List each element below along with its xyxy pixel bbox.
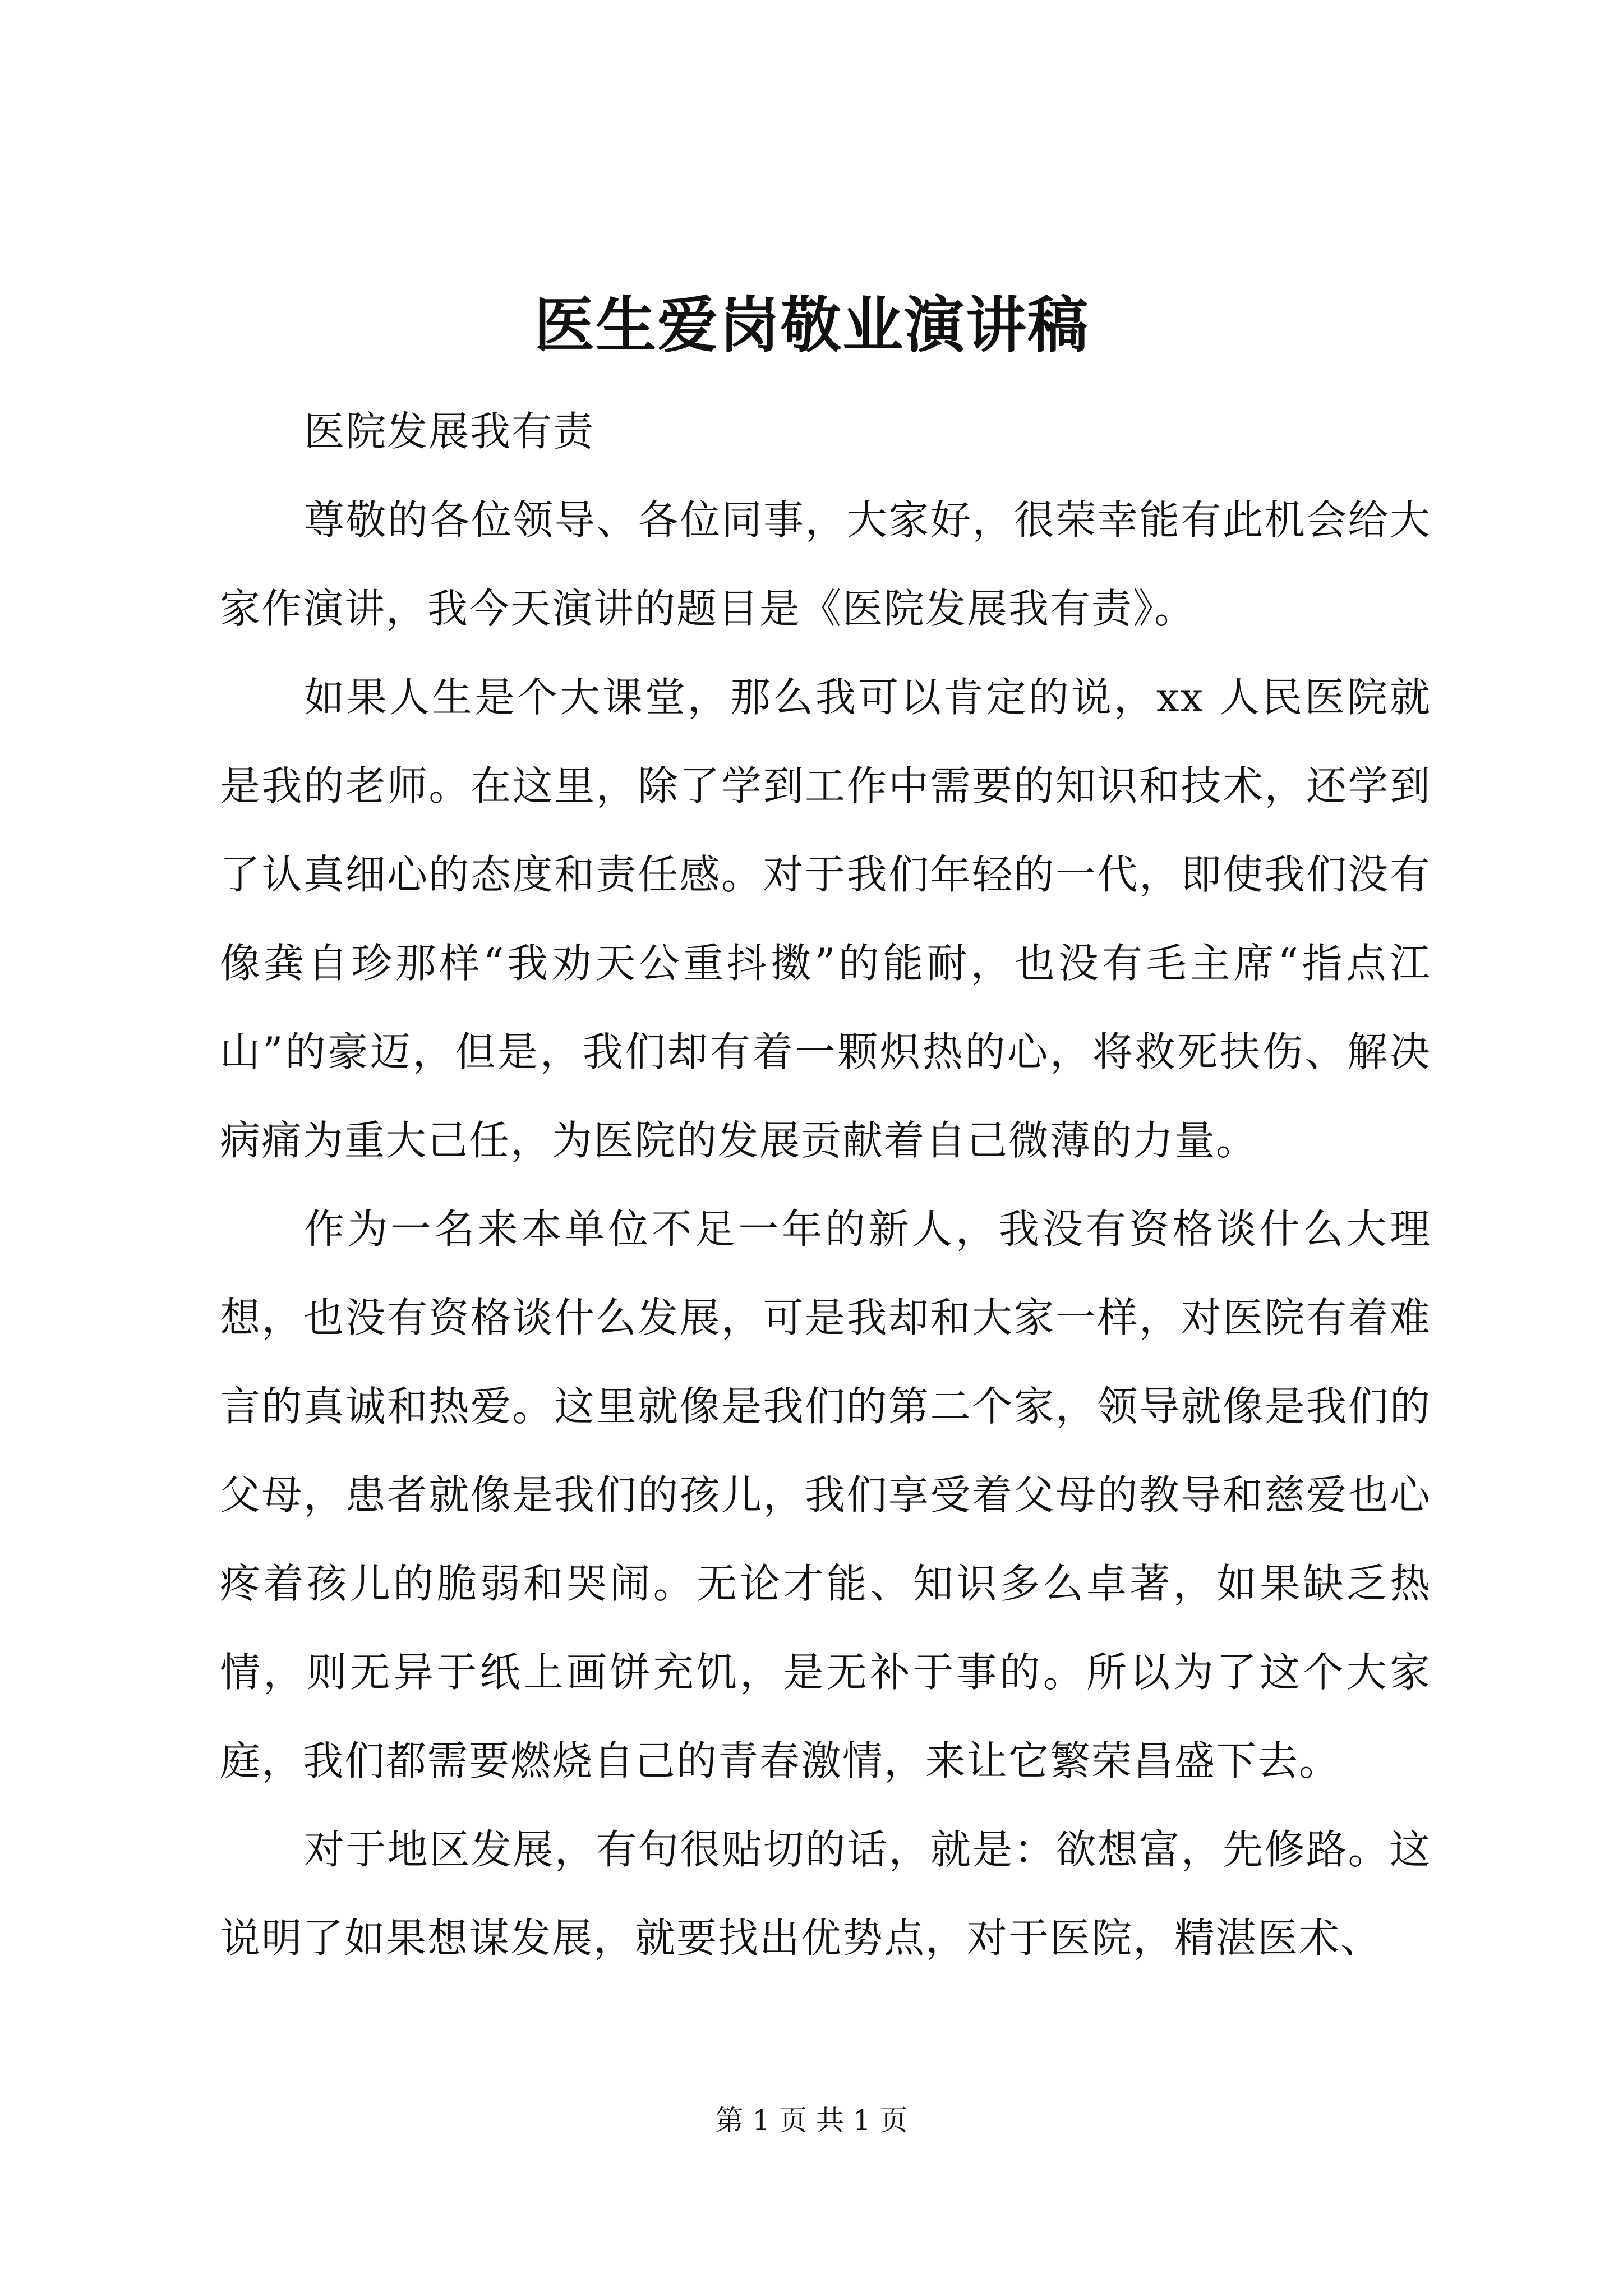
document-body <box>220 387 1431 1982</box>
document-title: 医生爱岗敬业演讲稿 <box>533 290 1089 361</box>
paragraph-development: 对于地区发展，有句很贴切的话，就是：欲想富，先修路。这说明了如果想谋发展，就要找出优势点，对于医院，精湛医术、 <box>220 1826 1431 1962</box>
paragraph-newcomer: 作为一名来本单位不足一年的新人，我没有资格谈什么大理想，也没有资格谈什么发展，可是我却和大家一样，对医院有着难言的真诚和热爱。这里就像是我们的第二个家，领导就像是我们的父母，患者就像是我们的孩儿，我们享受着父母的教导和慈爱也心疼着孩儿的脆弱和哭闹。无论才能、知识多么卓著，如果缺乏热情，则无异于纸上画饼充饥，是无补于事的。所以为了这个大家庭，我们都需要燃烧自己的青春激情，来让它繁荣昌盛下去。 <box>220 1205 1431 1784</box>
paragraph-subtitle: 医院发展我有责 <box>304 408 595 455</box>
paragraph-greeting: 尊敬的各位领导、各位同事，大家好，很荣幸能有此机会给大家作演讲，我今天演讲的题目是《医院发展我有责》。 <box>220 496 1431 632</box>
paragraph-classroom: 如果人生是个大课堂，那么我可以肯定的说，xx 人民医院就是我的老师。在这里，除了学到工作中需要的知识和技术，还学到了认真细心的态度和责任感。对于我们年轻的一代，即使我们没有像龚自珍那样“我劝天公重抖擞”的能耐，也没有毛主席“指点江山”的豪迈，但是，我们却有着一颗炽热的心，将救死扶伤、解决病痛为重大己任，为医院的发展贡献着自己微薄的力量。 <box>220 674 1431 1164</box>
page-footer: 第 1 页 共 1 页 <box>715 2104 908 2137</box>
